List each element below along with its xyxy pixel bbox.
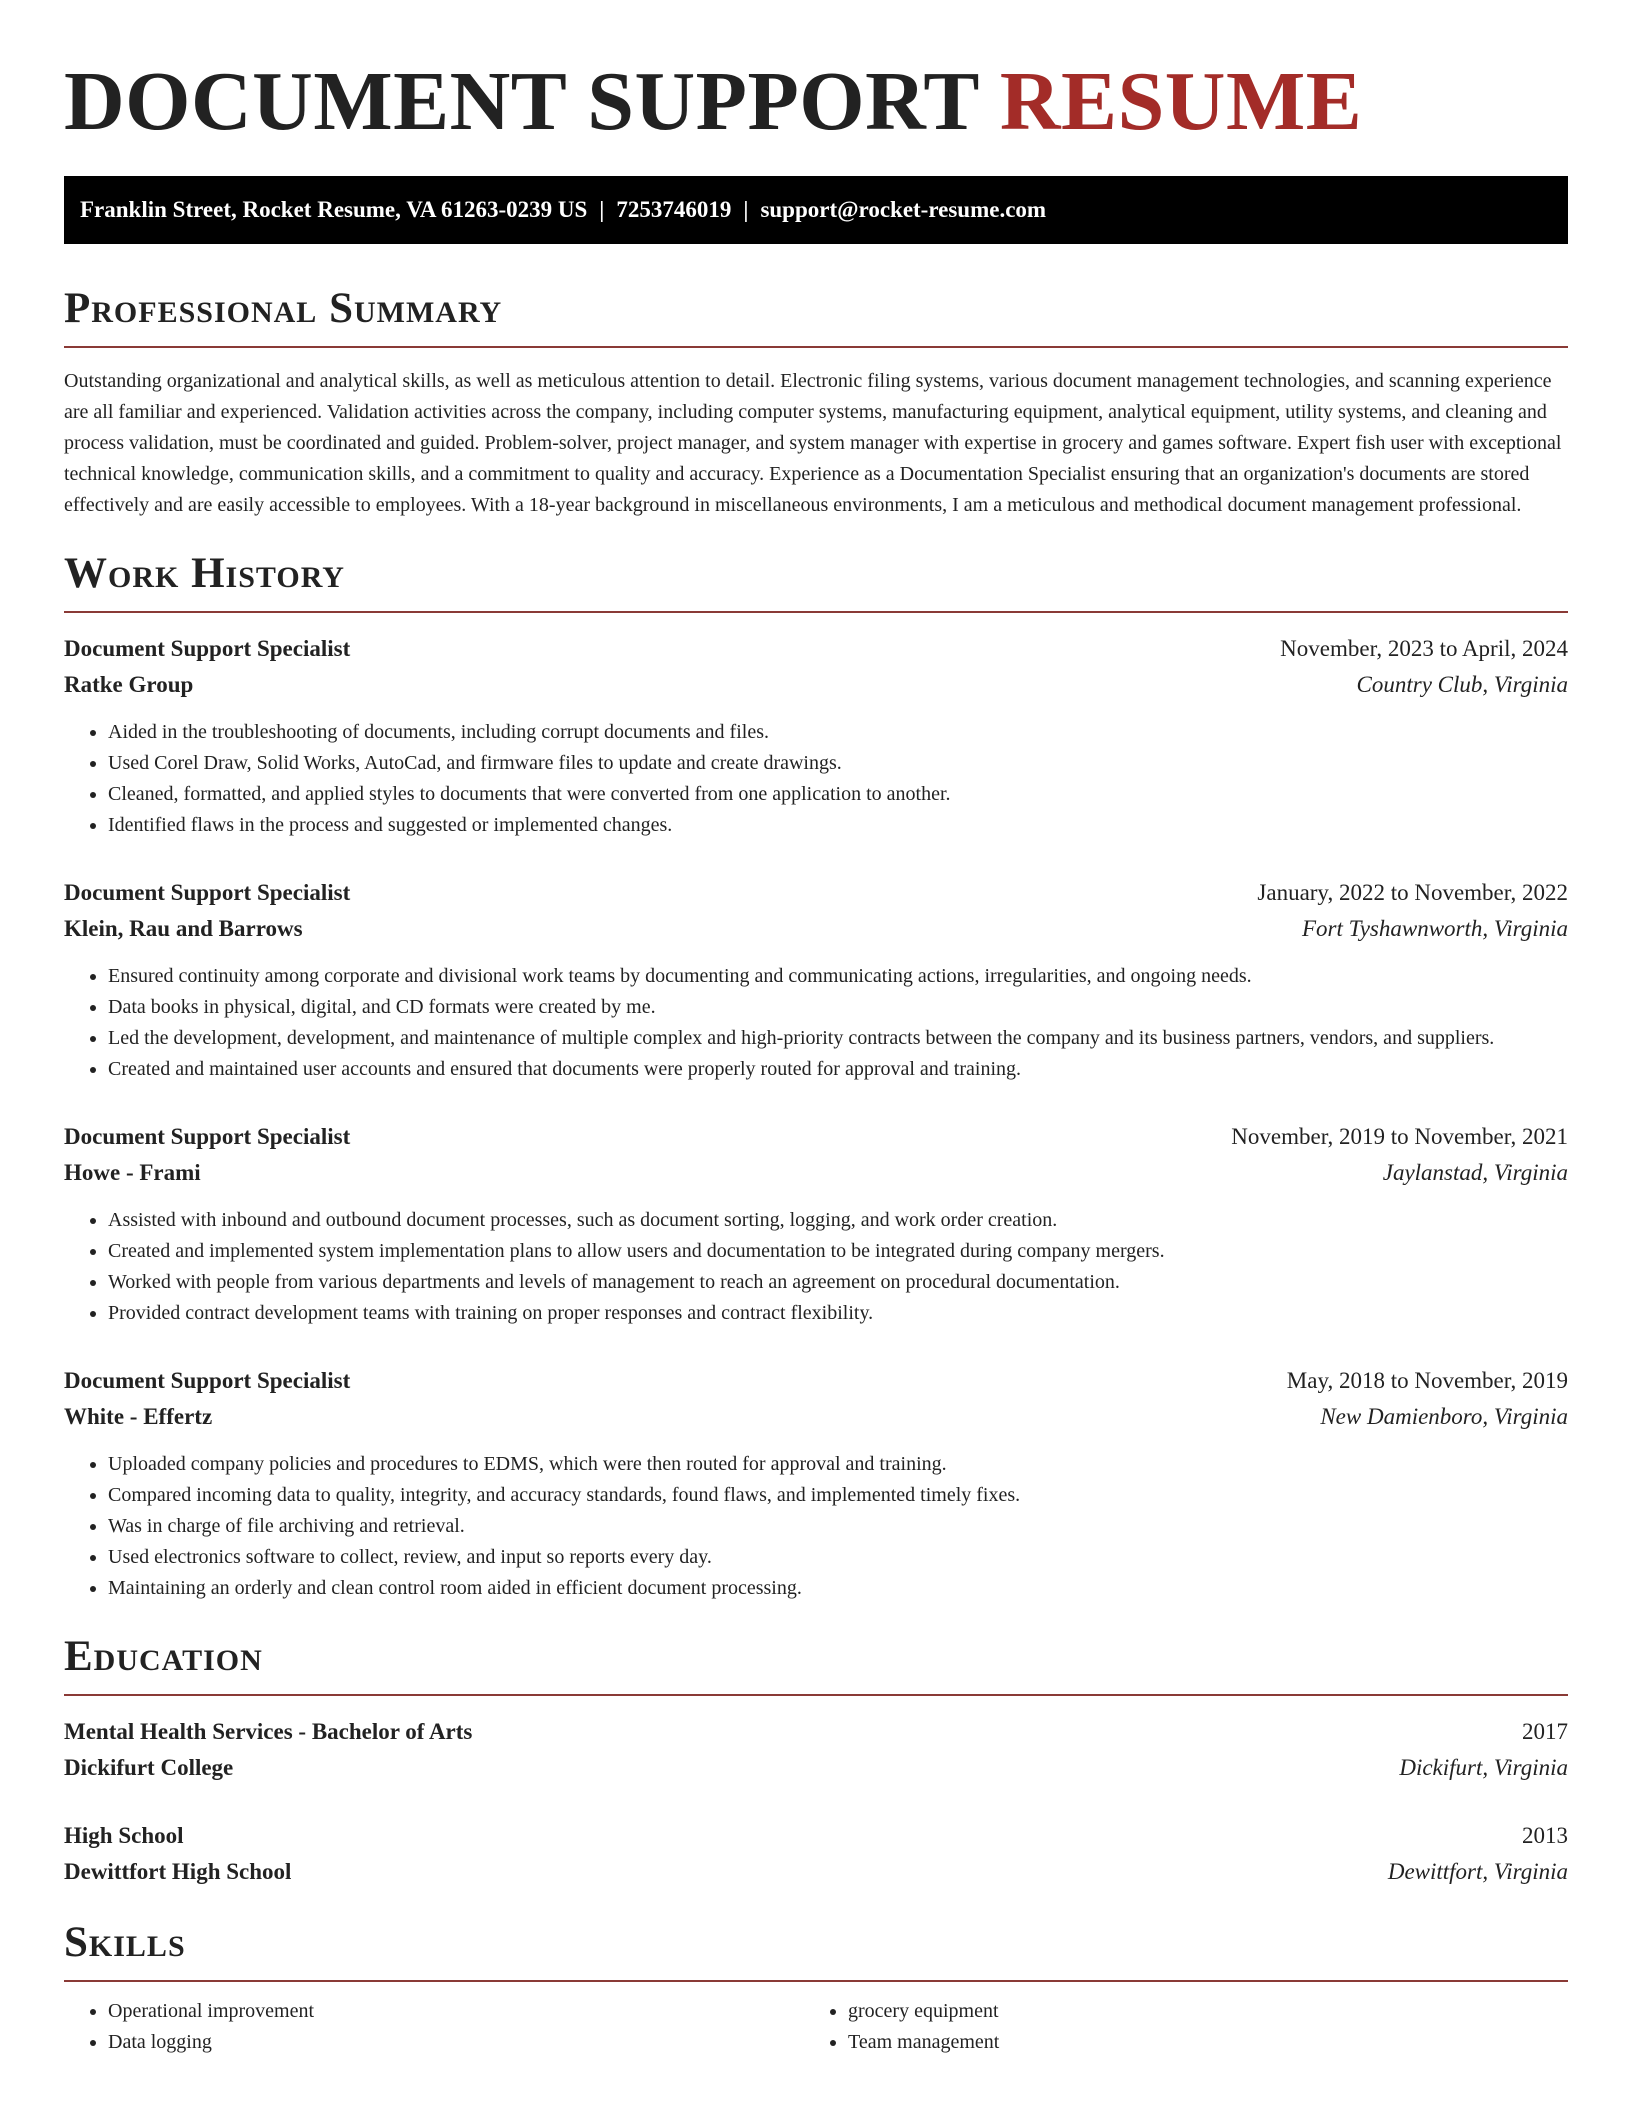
duty-item: • Maintaining an orderly and clean control room aided in efficient document processing. bbox=[108, 1573, 1568, 1604]
job-location: New Damienboro, Virginia bbox=[1320, 1404, 1568, 1429]
summary-section bbox=[64, 282, 1568, 521]
education-year: 2013 bbox=[1522, 1823, 1568, 1848]
duty-item: • Uploaded company policies and procedures to EDMS, which were then routed for approval and training. bbox=[108, 1449, 1568, 1480]
job-title: Document Support Specialist bbox=[64, 1124, 351, 1149]
job-title: Document Support Specialist bbox=[64, 880, 351, 905]
contact-address: Franklin Street, Rocket Resume, VA 61263-0239 US bbox=[80, 197, 588, 222]
summary-heading: Professional Summary bbox=[64, 285, 503, 332]
education-school: Dickifurt College bbox=[64, 1755, 234, 1780]
duty-item: • Identified flaws in the process and suggested or implemented changes. bbox=[108, 810, 1568, 841]
section-divider bbox=[64, 346, 1568, 348]
job-company: Ratke Group bbox=[64, 672, 194, 697]
contact-email: support@rocket-resume.com bbox=[760, 197, 1047, 222]
skill-item: • Operational improvement bbox=[108, 1996, 804, 2027]
duty-item: • Ensured continuity among corporate and divisional work teams by documenting and communicating actions, irregularities, and ongoing needs. bbox=[108, 961, 1568, 992]
skill-item: • Team management bbox=[848, 2027, 1544, 2058]
duty-item: • Provided contract development teams with training on proper responses and contract flexibility. bbox=[108, 1298, 1568, 1329]
education-heading: Education bbox=[64, 1633, 263, 1680]
education-entry bbox=[64, 1714, 1568, 1786]
duty-item: • Worked with people from various departments and levels of management to reach an agreement on procedural documentation. bbox=[108, 1267, 1568, 1298]
section-divider bbox=[64, 611, 1568, 613]
education-location: Dewittfort, Virginia bbox=[1387, 1859, 1568, 1884]
job-company: White - Effertz bbox=[64, 1404, 213, 1429]
section-divider bbox=[64, 1694, 1568, 1696]
job-location: Fort Tyshawnworth, Virginia bbox=[1301, 916, 1568, 941]
education-school: Dewittfort High School bbox=[64, 1859, 292, 1884]
duty-item: • Created and maintained user accounts and ensured that documents were properly routed for approval and training. bbox=[108, 1054, 1568, 1085]
duty-item: • Used electronics software to collect, review, and input so reports every day. bbox=[108, 1542, 1568, 1573]
skills-section bbox=[64, 1916, 1568, 2058]
education-location: Dickifurt, Virginia bbox=[1399, 1755, 1568, 1780]
skill-item: • grocery equipment bbox=[848, 1996, 1544, 2027]
job-duties bbox=[64, 717, 1568, 841]
duty-item: • Used Corel Draw, Solid Works, AutoCad, and firmware files to update and create drawings. bbox=[108, 748, 1568, 779]
job-duties bbox=[64, 1449, 1568, 1604]
skills-grid bbox=[64, 1996, 1568, 2058]
title-main: DOCUMENT SUPPORT bbox=[64, 55, 979, 148]
job-dates: May, 2018 to November, 2019 bbox=[1286, 1368, 1568, 1393]
job-location: Jaylanstad, Virginia bbox=[1382, 1160, 1568, 1185]
contact-separator: | bbox=[743, 197, 749, 222]
job-entry bbox=[64, 631, 1568, 841]
contact-separator: | bbox=[599, 197, 605, 222]
duty-item: • Led the development, development, and maintenance of multiple complex and high-priority contracts between the company and its business partners, vendors, and suppliers. bbox=[108, 1023, 1568, 1054]
skills-column-right bbox=[804, 1996, 1544, 2058]
job-entry bbox=[64, 875, 1568, 1085]
job-duties bbox=[64, 961, 1568, 1085]
duty-item: • Was in charge of file archiving and retrieval. bbox=[108, 1511, 1568, 1542]
resume-title bbox=[64, 0, 1568, 152]
education-section bbox=[64, 1630, 1568, 1890]
education-degree: Mental Health Services - Bachelor of Arts bbox=[64, 1719, 473, 1744]
job-entry bbox=[64, 1363, 1568, 1604]
title-accent: RESUME bbox=[999, 55, 1363, 148]
skill-item: • Data logging bbox=[108, 2027, 804, 2058]
section-divider bbox=[64, 1980, 1568, 1982]
job-title: Document Support Specialist bbox=[64, 636, 351, 661]
job-duties bbox=[64, 1205, 1568, 1329]
job-title: Document Support Specialist bbox=[64, 1368, 351, 1393]
job-entry bbox=[64, 1119, 1568, 1329]
duty-item: • Aided in the troubleshooting of documents, including corrupt documents and files. bbox=[108, 717, 1568, 748]
job-dates: November, 2019 to November, 2021 bbox=[1231, 1124, 1568, 1149]
job-company: Klein, Rau and Barrows bbox=[64, 916, 303, 941]
job-dates: November, 2023 to April, 2024 bbox=[1280, 636, 1568, 661]
education-degree: High School bbox=[64, 1823, 184, 1848]
job-company: Howe - Frami bbox=[64, 1160, 201, 1185]
duty-item: • Cleaned, formatted, and applied styles to documents that were converted from one application to another. bbox=[108, 779, 1568, 810]
duty-item: • Created and implemented system implementation plans to allow users and documentation to be integrated during company mergers. bbox=[108, 1236, 1568, 1267]
summary-text: Outstanding organizational and analytical skills, as well as meticulous attention to detail. Electronic filing systems, various document management technologies, and scanning experience are all familiar and experienced. Validation activities across the company, including computer systems, manufacturing equipment, analytical equipment, utility systems, and cleaning and process validation, must be coordinated and guided. Problem-solver, project manager, and system manager with expertise in grocery and games software. Expert fish user with exceptional technical knowledge, communication skills, and a commitment to quality and accuracy. Experience as a Documentation Specialist ensuring that an organization's documents are stored effectively and are easily accessible to employees. With a 18-year background in miscellaneous environments, I am a meticulous and methodical document management professional. bbox=[64, 370, 1562, 516]
duty-item: • Assisted with inbound and outbound document processes, such as document sorting, logging, and work order creation. bbox=[108, 1205, 1568, 1236]
work-history-heading: Work History bbox=[64, 550, 345, 597]
job-dates: January, 2022 to November, 2022 bbox=[1257, 880, 1568, 905]
education-entry bbox=[64, 1818, 1568, 1890]
contact-bar bbox=[64, 176, 1568, 244]
work-history-section bbox=[64, 547, 1568, 1604]
skills-column-left bbox=[64, 1996, 804, 2058]
contact-phone: 7253746019 bbox=[616, 197, 732, 222]
resume-page bbox=[64, 0, 1568, 2058]
education-year: 2017 bbox=[1522, 1719, 1568, 1744]
duty-item: • Compared incoming data to quality, integrity, and accuracy standards, found flaws, and implemented timely fixes. bbox=[108, 1480, 1568, 1511]
skills-heading: Skills bbox=[64, 1919, 186, 1966]
duty-item: • Data books in physical, digital, and CD formats were created by me. bbox=[108, 992, 1568, 1023]
job-location: Country Club, Virginia bbox=[1356, 672, 1568, 697]
